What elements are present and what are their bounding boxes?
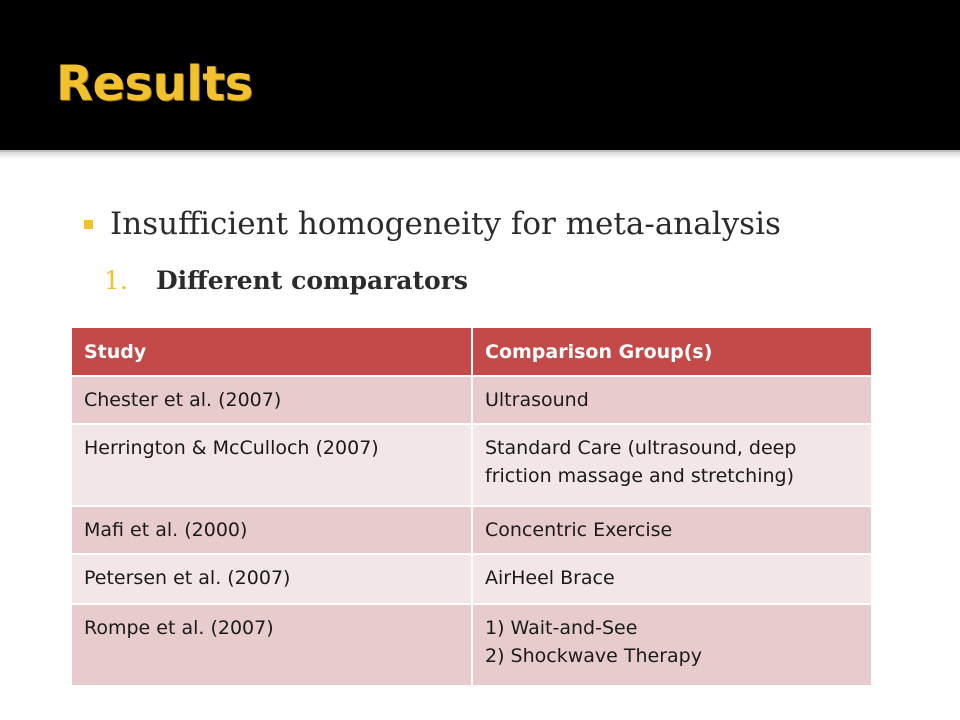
comparators-table bbox=[72, 328, 873, 687]
comparison-cell bbox=[472, 424, 872, 506]
table-header-row bbox=[72, 328, 872, 376]
comparison-cell bbox=[472, 604, 872, 686]
table-row bbox=[72, 376, 872, 424]
comparison-cell bbox=[472, 554, 872, 604]
study-cell: Chester et al. (2007) bbox=[72, 376, 472, 424]
comparison-cell bbox=[472, 376, 872, 424]
comparison-line: 1) Wait-and-See bbox=[485, 617, 638, 639]
table-row bbox=[72, 604, 872, 686]
comparison-cell bbox=[472, 506, 872, 554]
sub-bullet-number: 1. bbox=[104, 265, 128, 295]
bullet-text: Insufficient homogeneity for meta-analysis bbox=[110, 206, 781, 242]
header-study: Study bbox=[72, 328, 472, 376]
comparison-line: friction massage and stretching) bbox=[485, 465, 794, 487]
sub-bullet-text: Different comparators bbox=[156, 265, 468, 295]
study-cell: Petersen et al. (2007) bbox=[72, 554, 472, 604]
table-row bbox=[72, 506, 872, 554]
title-divider bbox=[0, 150, 960, 159]
slide-title: Results bbox=[56, 56, 253, 112]
study-cell: Mafi et al. (2000) bbox=[72, 506, 472, 554]
study-cell: Rompe et al. (2007) bbox=[72, 604, 472, 686]
comparison-line: AirHeel Brace bbox=[485, 567, 615, 589]
study-cell: Herrington & McCulloch (2007) bbox=[72, 424, 472, 506]
comparison-line: Concentric Exercise bbox=[485, 519, 673, 541]
comparison-line: Ultrasound bbox=[485, 389, 589, 411]
square-bullet-icon bbox=[84, 220, 93, 229]
comparison-line: Standard Care (ultrasound, deep bbox=[485, 437, 797, 459]
bullet-item bbox=[84, 200, 781, 248]
table-row bbox=[72, 554, 872, 604]
table-row bbox=[72, 424, 872, 506]
header-comparison: Comparison Group(s) bbox=[472, 328, 872, 376]
comparison-line: 2) Shockwave Therapy bbox=[485, 645, 702, 667]
sub-bullet-item bbox=[104, 260, 468, 300]
